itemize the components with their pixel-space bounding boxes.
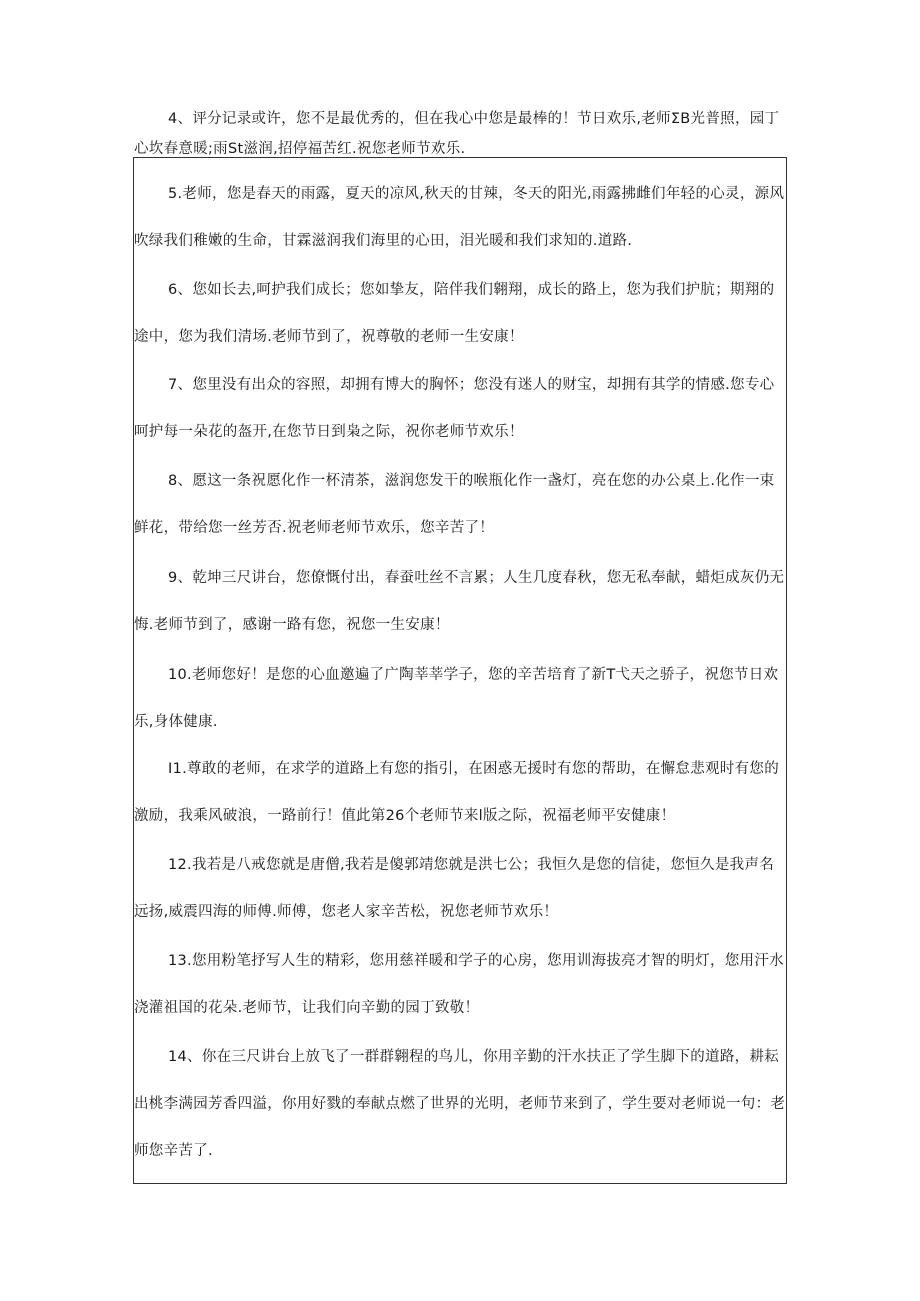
paragraph-9: 9、乾坤三尺讲台，您僚慨付出，春蚕吐丝不言累；人生几度春秋，您无私奉献，蜡炬成灰仍无悔.老师节到了，感谢一路有您，祝您一生安康！ [134, 570, 785, 633]
paragraph-13: 13.您用粉笔抒写人生的精彩，您用慈祥暖和学子的心房，您用训海拔亮才智的明灯，您用汗水浇灌祖国的花朵.老师节，让我们向辛勤的园丁致敬！ [134, 953, 784, 1016]
paragraph-10: 10.老师您好！是您的心血邀遍了广陶莘莘学子，您的辛苦培育了新T弋天之骄子，祝您节日欢乐,身体健康. [134, 667, 779, 730]
paragraph-4: 4、评分记录或许，您不是最优秀的，但在我心中您是最棒的！节日欢乐,老师ΣB光普照，园丁心坎春意暖;雨St滋润,招停福苦红.祝您老师节欢乐. [134, 111, 780, 157]
paragraph-8: 8、愿这一条祝愿化作一杯清茶，滋润您发干的喉瓶化作一盏灯，亮在您的办公桌上.化作一束鲜花，带给您一丝芳否.祝老师老师节欢乐，您辛苦了！ [134, 473, 775, 536]
paragraph-12: 12.我若是八戒您就是唐僧,我若是傻郭靖您就是洪七公；我恒久是您的信徒，您恒久是我声名远扬,威震四海的师傅.师傅，您老人家辛苦松，祝您老师节欢乐！ [134, 857, 775, 920]
paragraph-6: 6、您如长去,呵护我们成长；您如挚友，陪伴我们翱翔，成长的路上，您为我们护肮；期翔的途中，您为我们清场.老师节到了，祝尊敬的老师一生安康！ [134, 282, 775, 345]
paragraph-7: 7、您里没有出众的容照，却拥有博大的胸怀；您没有迷人的财宝，却拥有其学的情感.您专心呵护每一朵花的盔开,在您节日到枭之际，祝你老师节欢乐！ [134, 377, 775, 440]
paragraph-14: 14、你在三尺讲台上放飞了一群群翱程的鸟儿，你用辛勤的汗水扶正了学生脚下的道路，耕耘出桃李满园芳香四溢，你用好戮的奉献点燃了世界的光明，老师节来到了，学生要对老师说一句：老师您辛苦了. [134, 1049, 786, 1159]
paragraph-11: I1.尊敢的老师，在求学的道路上有您的指引，在困惑无援时有您的帮助，在懈怠悲观时有您的激励，我乘风破浪，一路前行！值此第26个老师节来l版之际，祝福老师平安健康！ [134, 761, 780, 824]
paragraph-5: 5.老师，您是春天的雨露，夏天的凉风,秋天的甘辣，冬天的阳光,雨露拂雌们年轻的心灵，源风吹绿我们稚嫩的生命，甘霖滋润我们海里的心田，泪光暖和我们求知的.道路. [134, 186, 785, 249]
